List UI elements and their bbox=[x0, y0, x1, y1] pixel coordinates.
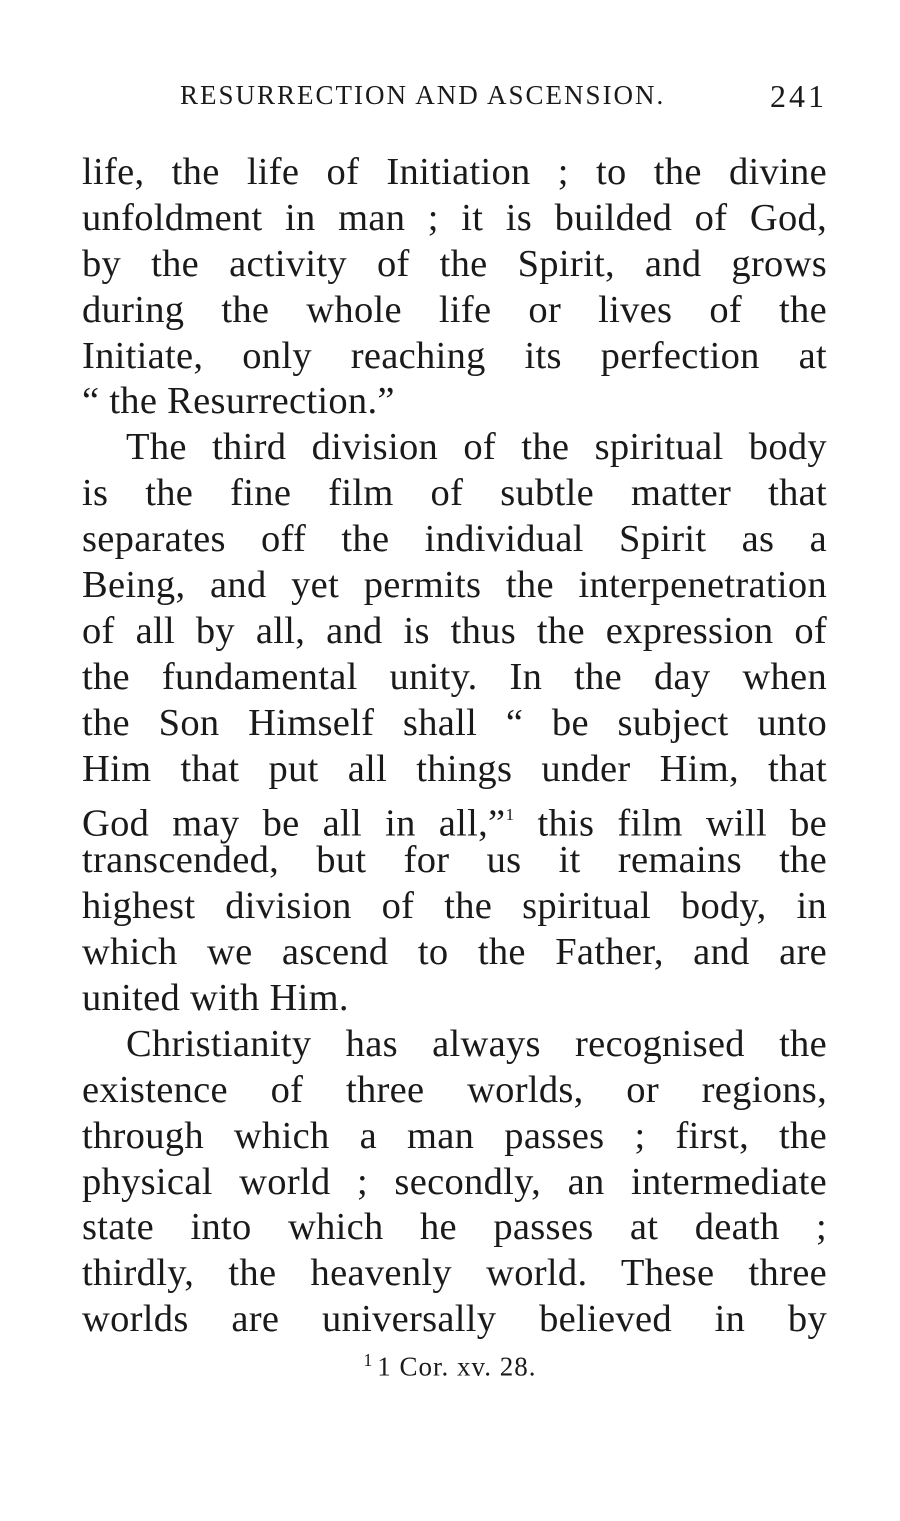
text-line: separates off the individual Spirit as a bbox=[82, 518, 827, 561]
text-line: of all by all, and is thus the expression of bbox=[82, 609, 827, 652]
text-line: physical world ; secondly, an intermediate bbox=[82, 1160, 827, 1203]
text-line: which we ascend to the Father, and are bbox=[82, 931, 827, 974]
text-line: highest division of the spiritual body, in bbox=[82, 885, 827, 928]
text-line: life, the life of Initiation ; to the divine bbox=[82, 151, 827, 193]
text-line: Christianity has always recognised the bbox=[126, 1022, 827, 1065]
footnote-text: 1 Cor. xv. 28. bbox=[377, 1351, 537, 1382]
footnote-reference: 1 bbox=[505, 805, 515, 825]
running-title: RESURRECTION AND ASCENSION. bbox=[180, 80, 666, 110]
text-line: “ the Resurrection.” bbox=[82, 380, 395, 423]
text-line: thirdly, the heavenly world. These three bbox=[82, 1252, 827, 1295]
text-line: is the fine film of subtle matter that bbox=[82, 472, 827, 515]
text-line: during the whole life or lives of the bbox=[82, 288, 827, 331]
text-line: Initiate, only reaching its perfection at bbox=[82, 334, 827, 377]
text-line: unfoldment in man ; it is builded of God, bbox=[82, 196, 827, 239]
text-line: worlds are universally believed in by bbox=[82, 1298, 827, 1341]
paragraph-3 bbox=[82, 1022, 827, 1343]
text-line: state into which he passes at death ; bbox=[82, 1206, 827, 1249]
page-number: 241 bbox=[770, 78, 827, 114]
text-line: the fundamental unity. In the day when bbox=[82, 655, 827, 698]
text-line: The third division of the spiritual body bbox=[126, 426, 827, 469]
text-line: Being, and yet permits the interpenetration bbox=[82, 564, 827, 607]
footnote-number: 1 bbox=[363, 1350, 374, 1370]
text-line-with-footnote bbox=[82, 792, 828, 846]
paragraph-1 bbox=[82, 150, 827, 425]
text-line: through which a man passes ; first, the bbox=[82, 1114, 827, 1157]
text-line: Him that put all things under Him, that bbox=[82, 747, 827, 790]
text-line: by the activity of the Spirit, and grows bbox=[82, 242, 827, 285]
body-text bbox=[82, 150, 827, 1343]
footnote bbox=[0, 1350, 900, 1383]
text-line: the Son Himself shall “ be subject unto bbox=[82, 701, 827, 744]
running-header bbox=[82, 80, 827, 116]
text-line: united with Him. bbox=[82, 977, 349, 1020]
text-before-footnote-ref: God may be all in all,” bbox=[82, 803, 506, 846]
text-line: transcended, but for us it remains the bbox=[82, 839, 827, 882]
text-line: existence of three worlds, or regions, bbox=[82, 1068, 827, 1111]
text-after-footnote-ref: this film will be bbox=[514, 803, 828, 846]
paragraph-2 bbox=[82, 425, 827, 1022]
